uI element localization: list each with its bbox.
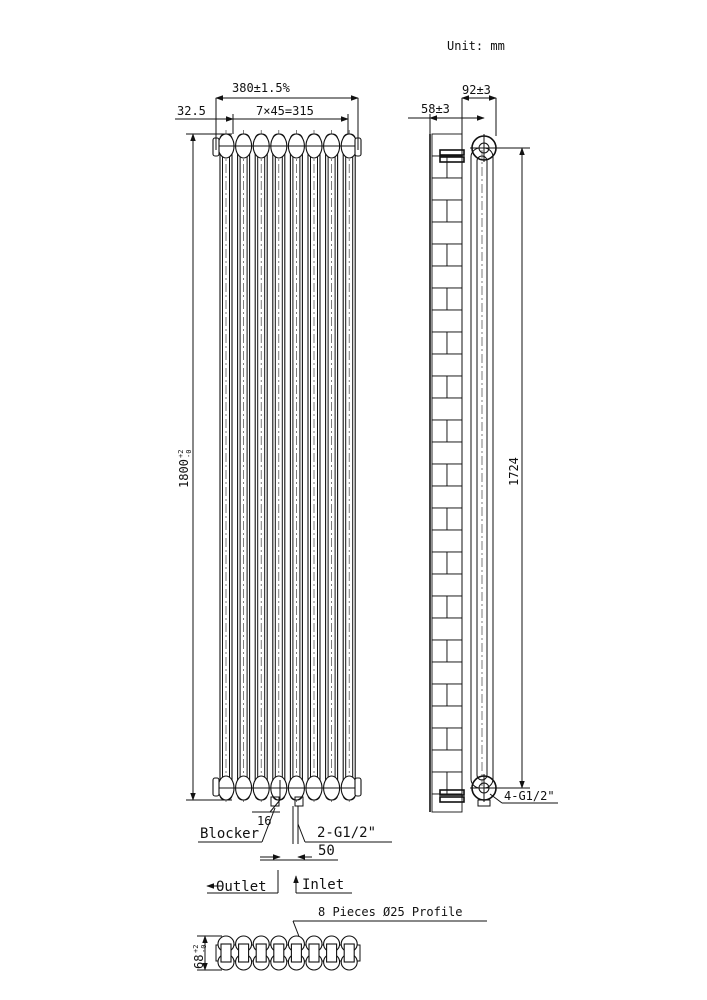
brick [447,288,462,310]
front-view [175,81,392,895]
brick [432,266,462,288]
brick [432,574,462,596]
profile-tube-body [344,944,354,962]
blocker-label: Blocker [200,826,260,842]
inlet-label: Inlet [302,877,345,893]
brick [447,464,462,486]
pitch-dimension [175,104,348,134]
wall-offset-label: 58±3 [421,102,450,116]
profile-tube-body [291,944,301,962]
brick [432,464,447,486]
brick [432,288,447,310]
pipe-offset-label: 16 [257,814,272,828]
height-tol-upper: +2 [177,449,185,458]
height-label: 1800 [177,459,191,488]
brick [447,244,462,266]
brick [432,310,462,332]
brick [432,618,462,640]
centres-label: 1724 [507,457,521,486]
profile-caption: 8 Pieces Ø25 Profile [318,905,463,919]
brick [447,684,462,706]
brick [447,508,462,530]
brick [432,706,462,728]
brick [432,420,447,442]
profile-tube-body [256,944,266,962]
brick [432,552,447,574]
ports-label: 4-G1/2" [504,789,555,803]
brick [432,640,447,662]
profile-section [192,905,487,970]
profile-depth-label: 68 [192,954,206,969]
brick [432,134,462,156]
brick [432,178,462,200]
unit-note: Unit: mm [447,39,505,53]
profile-tube-body [327,944,337,962]
brick [432,596,447,618]
brick [447,156,462,178]
brick [432,530,462,552]
brick [432,332,447,354]
depth-dimension [462,83,496,145]
centres-dimension [496,148,530,788]
ports-callout [490,789,558,803]
brick [432,222,462,244]
height-tol-lower: -0 [185,449,193,458]
brick [447,376,462,398]
brick [432,486,462,508]
brick [447,420,462,442]
brick [432,508,447,530]
inlet-thread-label: 2-G1/2" [317,825,377,841]
brick [432,684,447,706]
profile-depth-tol-upper: +2 [192,944,200,953]
profile-tube-body [221,944,231,962]
brick [432,200,447,222]
profile-depth-tol-lower: -0 [200,944,208,953]
right-bottom-cap [355,778,361,796]
pipe-spacing-label: 50 [318,843,335,859]
wall-bricks [432,134,462,812]
side-view [408,83,558,812]
brick [432,662,462,684]
profile-tube-body [274,944,284,962]
depth-label: 92±3 [462,83,491,97]
brick [447,552,462,574]
brick [432,398,462,420]
outlet-label: Outlet [216,879,267,895]
brick [432,728,447,750]
brick [447,332,462,354]
profile-shape [216,936,360,970]
brick [432,354,462,376]
brick [432,442,462,464]
brick [432,750,462,772]
profile-tube-body [239,944,249,962]
brick [447,200,462,222]
front-tubes [213,130,361,804]
brick [432,244,447,266]
brick [447,728,462,750]
edge-offset-label: 32.5 [177,104,206,118]
pitch-label: 7×45=315 [256,104,314,118]
brick [447,596,462,618]
wall-offset-dimension [408,102,484,134]
profile-tube-body [309,944,319,962]
width-label: 380±1.5% [232,81,290,95]
brick [432,376,447,398]
left-bottom-cap [213,778,219,796]
brick [447,640,462,662]
